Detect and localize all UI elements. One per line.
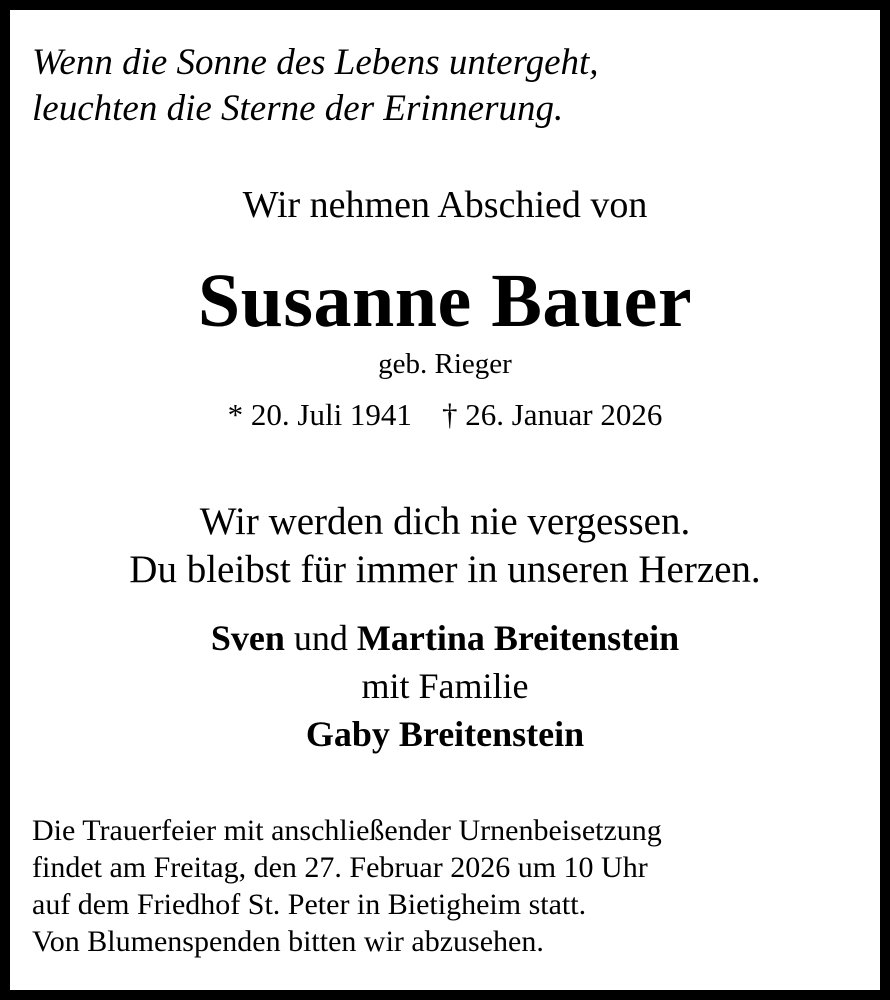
quote-line-2: leuchten die Sterne der Erinnerung. <box>32 88 564 129</box>
mourner-conjunction: und <box>293 618 348 658</box>
life-dates <box>10 396 880 434</box>
service-info-line-4: Von Blumenspenden bitten wir abzusehen. <box>32 925 544 958</box>
mourners-family-line: mit Familie <box>361 666 529 706</box>
maiden-name: geb. Rieger <box>378 348 512 380</box>
memorial-verse <box>10 498 880 594</box>
service-info-line-2: findet am Freitag, den 27. Februar 2026 um 10 Uhr <box>32 851 648 884</box>
mourners-line-1 <box>10 614 880 662</box>
death-date: † 26. Januar 2026 <box>441 397 663 432</box>
mourner-name: Gaby Breitenstein <box>305 714 585 754</box>
deceased-name: Susanne Bauer <box>197 259 693 343</box>
birth-date: * 20. Juli 1941 <box>227 397 412 432</box>
mourner-name: Martina Breitenstein <box>356 618 680 658</box>
service-info-line-3: auf dem Friedhof St. Peter in Bietigheim statt. <box>32 888 587 921</box>
mourner-name: Sven <box>210 618 285 658</box>
verse-line-1: Wir werden dich nie vergessen. <box>199 500 691 543</box>
mourners-list <box>10 614 880 758</box>
verse-line-2: Du bleibst für immer in unseren Herzen. <box>129 548 761 591</box>
funeral-service-info <box>32 812 662 960</box>
service-info-line-1: Die Trauerfeier mit anschließender Urnenbeisetzung <box>32 814 662 847</box>
quote-line-1: Wenn die Sonne des Lebens untergeht, <box>32 42 599 83</box>
farewell-intro: Wir nehmen Abschied von <box>242 184 648 226</box>
opening-quote <box>32 40 599 132</box>
